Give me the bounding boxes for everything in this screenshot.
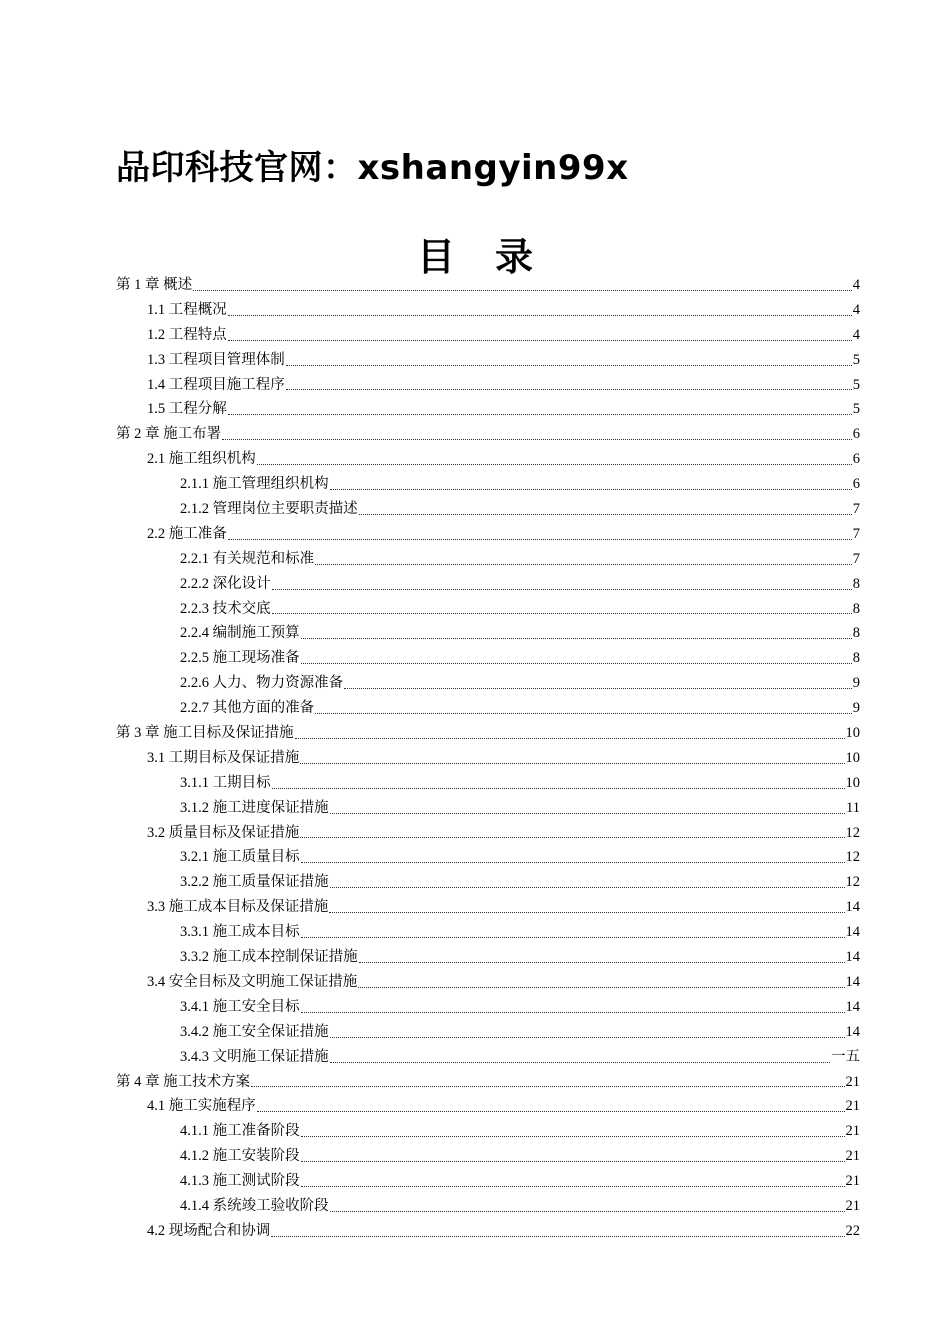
toc-entry-label: 2.2.5 施工现场准备 [180,650,300,667]
toc-entry-label: 第 4 章 施工技术方案 [116,1073,251,1090]
dot-leader [300,763,844,764]
toc-entry[interactable] [116,995,860,1020]
toc-entry[interactable] [116,1045,860,1070]
toc-entry-label: 3.2.1 施工质量目标 [180,849,300,866]
toc-entry[interactable] [116,721,860,746]
toc-entry-page-number: 8 [852,625,860,642]
toc-title-char: 目 [416,234,455,279]
toc-entry-page-number: 14 [845,1023,860,1040]
toc-entry-page-number: 6 [852,451,860,468]
toc-entry-page-number: 21 [845,1123,860,1140]
toc-title-char: 录 [495,234,534,279]
toc-entry-label: 2.2.2 深化设计 [180,575,271,592]
toc-entry-page-number: 10 [845,725,860,742]
toc-entry-page-number: 4 [852,326,860,343]
toc-entry[interactable] [116,572,860,597]
toc-entry-label: 3.4.1 施工安全目标 [180,998,300,1015]
toc-entry-label: 4.1.4 系统竣工验收阶段 [180,1197,329,1214]
dot-leader [222,439,852,440]
dot-leader [315,713,852,714]
dot-leader [301,1186,845,1187]
dot-leader [330,813,845,814]
toc-entry-page-number: 8 [852,600,860,617]
toc-entry[interactable] [116,273,860,298]
toc-entry-label: 4.1 施工实施程序 [147,1098,256,1115]
toc-entry-page-number: 21 [845,1148,860,1165]
dot-leader [359,962,845,963]
toc-entry-label: 第 3 章 施工目标及保证措施 [116,725,294,742]
toc-entry[interactable] [116,422,860,447]
dot-leader [329,912,844,913]
dot-leader [257,464,852,465]
toc-entry-label: 4.1.2 施工安装阶段 [180,1148,300,1165]
toc-entry[interactable] [116,621,860,646]
toc-entry-page-number: 21 [845,1197,860,1214]
toc-entry-label: 2.2.7 其他方面的准备 [180,700,315,717]
toc-entry[interactable] [116,696,860,721]
toc-entry-page-number: 14 [845,924,860,941]
toc-entry-label: 第 1 章 概述 [116,277,193,293]
toc-entry-label: 3.2 质量目标及保证措施 [147,824,300,841]
toc-entry-page-number: 4 [852,301,860,318]
toc-entry-page-number: 5 [852,376,860,393]
toc-entry-page-number: 8 [852,650,860,667]
toc-entry-page-number: 5 [852,351,860,368]
toc-entry-page-number: 22 [845,1222,860,1239]
toc-entry[interactable] [116,796,860,821]
toc-entry-label: 1.2 工程特点 [147,326,227,343]
dot-leader [330,887,845,888]
dot-leader [257,1111,845,1112]
toc-entry-label: 3.1.1 工期目标 [180,774,271,791]
toc-entry-page-number: 14 [845,899,860,916]
toc-entry[interactable] [116,970,860,995]
toc-entry-page-number: 21 [845,1073,860,1090]
dot-leader [301,1012,845,1013]
toc-entry-label: 3.3 施工成本目标及保证措施 [147,899,329,916]
toc-entry-label: 3.4.2 施工安全保证措施 [180,1023,329,1040]
dot-leader [330,1037,845,1038]
toc-entry-label: 2.2.6 人力、物力资源准备 [180,675,344,692]
toc-entry[interactable] [116,1169,860,1194]
dot-leader [315,564,852,565]
toc-entry-page-number: 6 [852,426,860,443]
toc-entry-page-number: 8 [852,575,860,592]
dot-leader [228,414,852,415]
toc-entry-label: 2.2 施工准备 [147,525,227,542]
toc-entry[interactable] [116,646,860,671]
toc-entry-page-number: 14 [845,973,860,990]
dot-leader [330,1211,845,1212]
dot-leader [301,663,852,664]
toc-entry-page-number: 21 [845,1173,860,1190]
toc-entry[interactable] [116,1070,860,1095]
toc-entry-page-number: 12 [845,874,860,891]
dot-leader [271,1236,844,1237]
dot-leader [300,837,844,838]
toc-entry-page-number: 9 [852,700,860,717]
toc-entry[interactable] [116,447,860,472]
toc-entry-label: 2.2.1 有关规范和标准 [180,550,315,567]
document-heading: 品印科技官网：xshangyin99x [116,148,629,188]
dot-leader [251,1086,844,1087]
toc-entry[interactable] [116,1219,860,1244]
toc-entry-page-number: 9 [852,675,860,692]
toc-entry-page-number: 10 [845,749,860,766]
toc-entry-label: 3.4.3 文明施工保证措施 [180,1048,329,1065]
dot-leader [358,987,844,988]
toc-entry-label: 1.5 工程分解 [147,401,227,418]
dot-leader [301,638,852,639]
dot-leader [295,738,845,739]
toc-entry-label: 3.3.1 施工成本目标 [180,924,300,941]
toc-entry-label: 1.4 工程项目施工程序 [147,376,285,393]
dot-leader [228,315,852,316]
toc-entry-label: 3.1.2 施工进度保证措施 [180,799,329,816]
toc-entry[interactable] [116,1020,860,1045]
dot-leader [359,514,852,515]
toc-entry[interactable] [116,472,860,497]
toc-entry[interactable] [116,870,860,895]
dot-leader [272,613,852,614]
dot-leader [228,340,852,341]
toc-entry[interactable] [116,497,860,522]
dot-leader [272,788,845,789]
toc-entry-page-number: 7 [852,501,860,518]
toc-entry-label: 1.1 工程概况 [147,301,227,318]
toc-entry[interactable] [116,845,860,870]
dot-leader [286,389,852,390]
toc-entry[interactable] [116,1119,860,1144]
toc-entry[interactable] [116,373,860,398]
toc-entry-page-number: 10 [845,774,860,791]
toc-entry[interactable] [116,597,860,622]
toc-entry[interactable] [116,547,860,572]
toc-entry-label: 3.4 安全目标及文明施工保证措施 [147,973,358,990]
toc-entry[interactable] [116,1094,860,1119]
toc-entry[interactable] [116,323,860,348]
toc-entry-page-number: 11 [846,799,860,816]
dot-leader [344,688,852,689]
toc-entry-label: 3.1 工期目标及保证措施 [147,749,300,766]
toc-entry-page-number: 12 [845,824,860,841]
toc-entry[interactable] [116,895,860,920]
toc-entry-page-number: 12 [845,849,860,866]
toc-entry[interactable] [116,1144,860,1169]
toc-entry-page-number: 一五 [831,1048,860,1065]
toc-entry-page-number: 5 [852,401,860,418]
dot-leader [301,862,845,863]
toc-entry-page-number: 21 [845,1098,860,1115]
toc-entry-label: 3.3.2 施工成本控制保证措施 [180,949,358,966]
toc-entry-label: 1.3 工程项目管理体制 [147,351,285,368]
toc-entry[interactable] [116,298,860,323]
toc-entry[interactable] [116,397,860,422]
toc-entry[interactable] [116,522,860,547]
dot-leader [301,1161,845,1162]
toc-entry-page-number: 4 [852,277,860,293]
table-of-contents [116,273,860,1244]
dot-leader [301,1136,845,1137]
dot-leader [286,365,852,366]
dot-leader [193,290,852,291]
toc-entry-label: 4.2 现场配合和协调 [147,1222,271,1239]
dot-leader [228,539,852,540]
toc-entry[interactable] [116,348,860,373]
toc-entry[interactable] [116,1194,860,1219]
toc-entry-label: 2.1.2 管理岗位主要职责描述 [180,501,358,518]
toc-entry-label: 4.1.1 施工准备阶段 [180,1123,300,1140]
toc-entry[interactable] [116,821,860,846]
toc-entry-page-number: 6 [852,476,860,493]
toc-entry-label: 2.2.3 技术交底 [180,600,271,617]
toc-entry-page-number: 7 [852,525,860,542]
toc-entry-label: 2.1.1 施工管理组织机构 [180,476,329,493]
toc-entry[interactable] [116,945,860,970]
toc-entry-label: 4.1.3 施工测试阶段 [180,1173,300,1190]
toc-entry[interactable] [116,746,860,771]
toc-entry-label: 第 2 章 施工布署 [116,426,222,443]
dot-leader [272,589,852,590]
toc-entry-label: 2.2.4 编制施工预算 [180,625,300,642]
dot-leader [301,937,845,938]
toc-entry-page-number: 7 [852,550,860,567]
toc-entry[interactable] [116,671,860,696]
toc-entry-page-number: 14 [845,998,860,1015]
toc-entry[interactable] [116,771,860,796]
toc-entry-page-number: 14 [845,949,860,966]
toc-entry-label: 2.1 施工组织机构 [147,451,256,468]
toc-entry-label: 3.2.2 施工质量保证措施 [180,874,329,891]
dot-leader [330,1062,830,1063]
dot-leader [330,489,852,490]
toc-entry[interactable] [116,920,860,945]
